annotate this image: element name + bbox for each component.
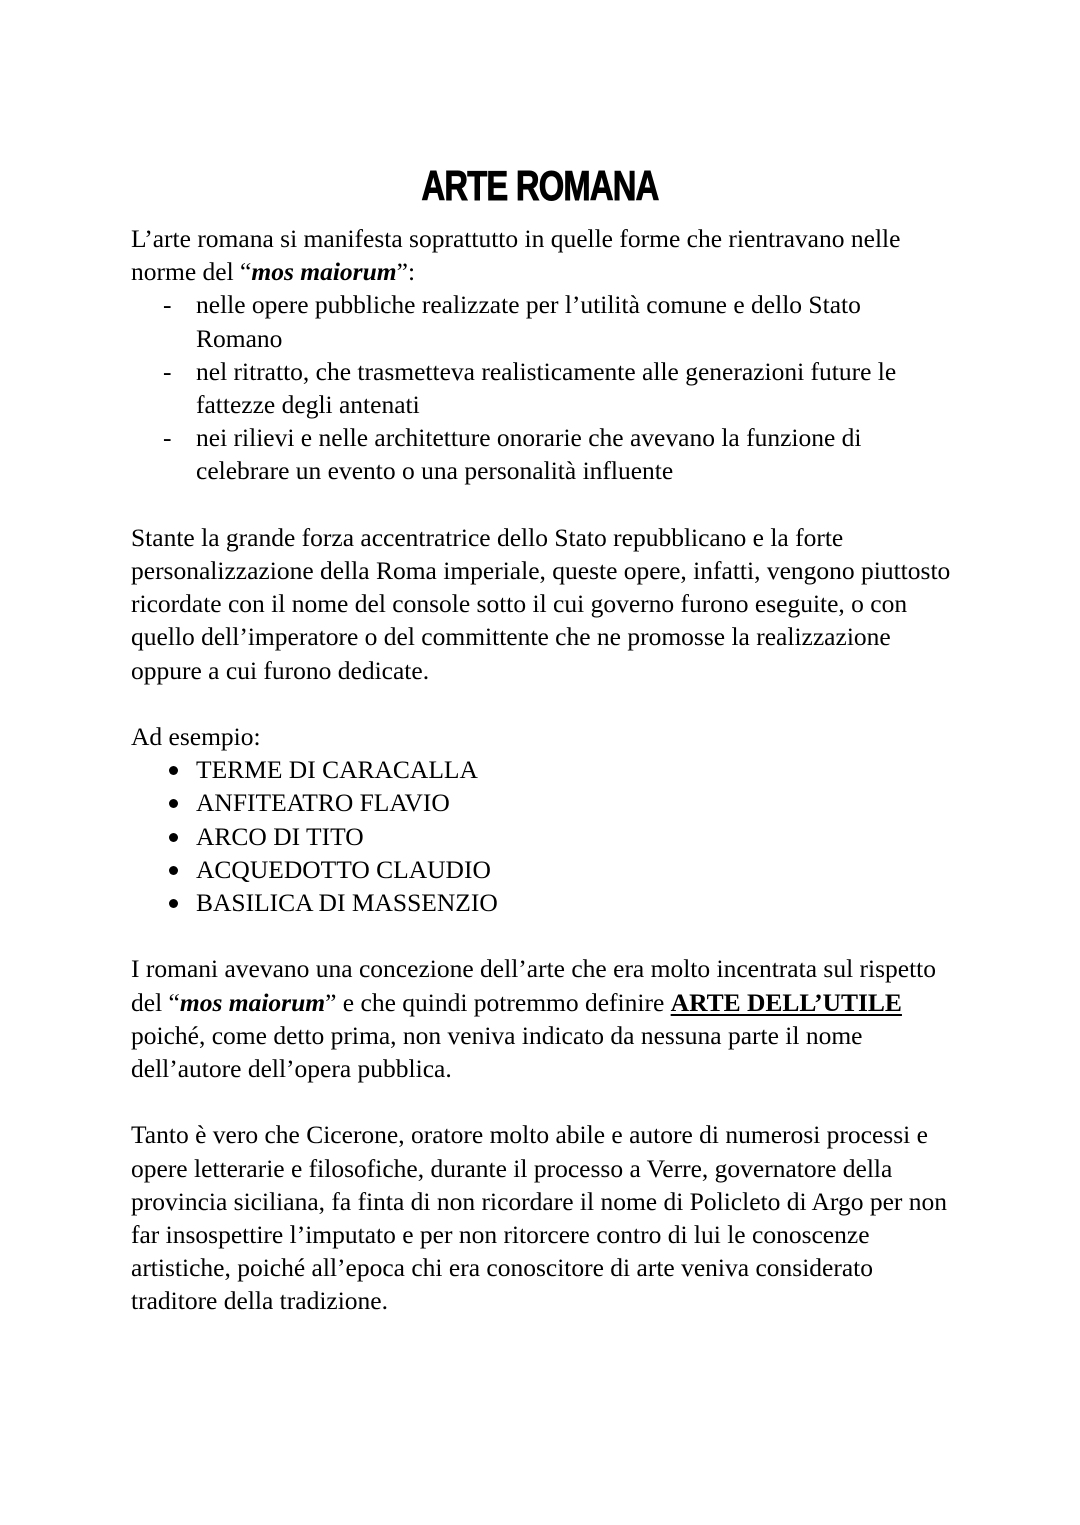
dash-marker: - (163, 423, 172, 453)
example-text: ACQUEDOTTO CLAUDIO (196, 854, 491, 884)
intro-text-end: ”: (396, 257, 416, 287)
dash-marker: - (163, 290, 172, 320)
dash-list-item (131, 355, 951, 421)
example-text: ARCO DI TITO (196, 821, 364, 851)
bullet-icon (169, 766, 178, 775)
example-text: BASILICA DI MASSENZIO (196, 888, 498, 918)
document-body (131, 222, 951, 1318)
intro-paragraph (131, 222, 951, 288)
example-item (131, 786, 951, 819)
example-item (131, 886, 951, 919)
dash-marker: - (163, 356, 172, 386)
examples-label: Ad esempio: (131, 722, 261, 752)
bullet-icon (169, 866, 178, 875)
example-item (131, 853, 951, 886)
example-text: ANFITEATRO FLAVIO (196, 788, 450, 818)
example-item (131, 753, 951, 786)
paragraph-text: ” e che quindi potremmo definire (325, 987, 671, 1017)
dash-list-item (131, 288, 951, 354)
mos-maiorum-emphasis: mos maiorum (251, 257, 397, 287)
spacer (131, 687, 951, 720)
paragraph-text: I romani avevano una concezione dell’arte che era molto incentrata sul rispetto del “ (131, 954, 937, 1017)
example-item (131, 820, 951, 853)
bullet-icon (169, 799, 178, 808)
mos-maiorum-emphasis: mos maiorum (179, 987, 326, 1017)
arte-dell-utile-term: ARTE DELL’UTILE (670, 987, 902, 1017)
bullet-icon (169, 833, 178, 842)
spacer (131, 1085, 951, 1118)
dash-item-text: nei rilievi e nelle architetture onorarie che avevano la funzione di celebrare un evento o una personalità influente (196, 423, 862, 486)
paragraph-arte-utile (131, 952, 951, 1085)
intro-text: L’arte romana si manifesta soprattutto in quelle forme che rientravano nelle norme del “ (131, 224, 901, 287)
page-title: ARTE ROMANA (421, 162, 659, 210)
example-text: TERME DI CARACALLA (196, 755, 478, 785)
examples-list (131, 753, 951, 919)
paragraph-state: Stante la grande forza accentratrice dello Stato repubblicano e la forte personalizzazione della Roma imperiale, queste opere, infatti, vengono piuttosto ricordate con il nome del console sotto il cui governo furono eseguite, o con quello dell’imperatore o del committente che ne promosse la realizzazione oppure a cui furono dedicate. (131, 522, 951, 685)
dash-list (131, 288, 951, 487)
dash-item-text: nel ritratto, che trasmetteva realisticamente alle generazioni future le fattezze degli antenati (196, 356, 897, 420)
paragraph-cicerone: Tanto è vero che Cicerone, oratore molto abile e autore di numerosi processi e opere letterarie e filosofiche, durante il processo a Verre, governatore della provincia siciliana, fa finta di non ricordare il nome di Policleto di Argo per non far insospettire l’imputato e per non ritorcere contro di lui le conoscenze artistiche, poiché all’epoca chi era conoscitore di arte veniva considerato traditore della tradizione. (131, 1120, 948, 1316)
spacer (131, 488, 951, 521)
dash-item-text: nelle opere pubbliche realizzate per l’utilità comune e dello Stato Romano (196, 290, 861, 353)
bullet-icon (169, 899, 178, 908)
dash-list-item (131, 421, 951, 487)
paragraph-text: poiché, come detto prima, non veniva indicato da nessuna parte il nome dell’autore dell’opera pubblica. (131, 1020, 863, 1084)
spacer (131, 919, 951, 952)
